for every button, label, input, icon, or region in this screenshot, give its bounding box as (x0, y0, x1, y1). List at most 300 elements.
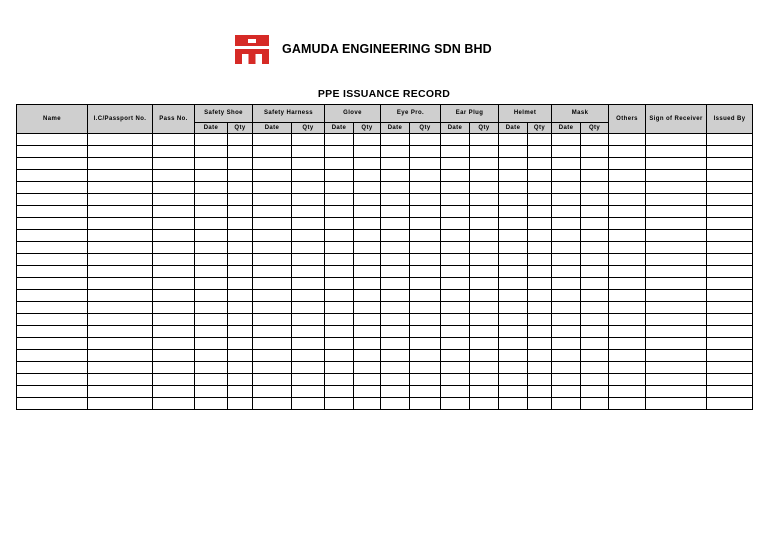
blank-cell[interactable] (292, 302, 325, 314)
blank-cell[interactable] (499, 170, 528, 182)
blank-cell[interactable] (499, 302, 528, 314)
blank-cell[interactable] (381, 206, 410, 218)
blank-cell[interactable] (707, 398, 753, 410)
blank-cell[interactable] (646, 254, 707, 266)
blank-cell[interactable] (228, 278, 253, 290)
blank-cell[interactable] (581, 158, 609, 170)
blank-cell[interactable] (88, 194, 153, 206)
blank-cell[interactable] (228, 158, 253, 170)
blank-cell[interactable] (325, 254, 354, 266)
blank-cell[interactable] (410, 158, 441, 170)
blank-cell[interactable] (228, 218, 253, 230)
blank-cell[interactable] (228, 194, 253, 206)
blank-cell[interactable] (470, 386, 499, 398)
blank-cell[interactable] (228, 266, 253, 278)
blank-cell[interactable] (441, 170, 470, 182)
blank-cell[interactable] (552, 158, 581, 170)
blank-cell[interactable] (441, 338, 470, 350)
blank-cell[interactable] (195, 134, 228, 146)
blank-cell[interactable] (499, 206, 528, 218)
blank-cell[interactable] (354, 134, 381, 146)
blank-cell[interactable] (441, 290, 470, 302)
blank-cell[interactable] (707, 290, 753, 302)
blank-cell[interactable] (470, 314, 499, 326)
blank-cell[interactable] (153, 278, 195, 290)
blank-cell[interactable] (707, 326, 753, 338)
blank-cell[interactable] (354, 290, 381, 302)
blank-cell[interactable] (228, 290, 253, 302)
blank-cell[interactable] (581, 134, 609, 146)
blank-cell[interactable] (441, 242, 470, 254)
blank-cell[interactable] (292, 374, 325, 386)
blank-cell[interactable] (88, 362, 153, 374)
blank-cell[interactable] (195, 146, 228, 158)
blank-cell[interactable] (609, 194, 646, 206)
blank-cell[interactable] (499, 182, 528, 194)
blank-cell[interactable] (470, 146, 499, 158)
blank-cell[interactable] (325, 326, 354, 338)
blank-cell[interactable] (88, 302, 153, 314)
blank-cell[interactable] (253, 206, 292, 218)
blank-cell[interactable] (552, 182, 581, 194)
blank-cell[interactable] (581, 386, 609, 398)
blank-cell[interactable] (441, 386, 470, 398)
blank-cell[interactable] (707, 146, 753, 158)
blank-cell[interactable] (381, 170, 410, 182)
blank-cell[interactable] (381, 290, 410, 302)
blank-cell[interactable] (325, 158, 354, 170)
blank-cell[interactable] (528, 206, 552, 218)
blank-cell[interactable] (646, 134, 707, 146)
blank-cell[interactable] (646, 218, 707, 230)
blank-cell[interactable] (17, 266, 88, 278)
blank-cell[interactable] (292, 134, 325, 146)
blank-cell[interactable] (153, 158, 195, 170)
blank-cell[interactable] (528, 314, 552, 326)
blank-cell[interactable] (581, 302, 609, 314)
blank-cell[interactable] (354, 302, 381, 314)
blank-cell[interactable] (410, 302, 441, 314)
blank-cell[interactable] (470, 338, 499, 350)
blank-cell[interactable] (581, 146, 609, 158)
blank-cell[interactable] (441, 374, 470, 386)
blank-cell[interactable] (88, 254, 153, 266)
blank-cell[interactable] (581, 338, 609, 350)
blank-cell[interactable] (528, 374, 552, 386)
blank-cell[interactable] (228, 398, 253, 410)
blank-cell[interactable] (441, 194, 470, 206)
blank-cell[interactable] (253, 194, 292, 206)
blank-cell[interactable] (88, 218, 153, 230)
blank-cell[interactable] (707, 338, 753, 350)
blank-cell[interactable] (292, 230, 325, 242)
blank-cell[interactable] (410, 218, 441, 230)
blank-cell[interactable] (292, 278, 325, 290)
blank-cell[interactable] (441, 206, 470, 218)
blank-cell[interactable] (410, 182, 441, 194)
blank-cell[interactable] (646, 398, 707, 410)
blank-cell[interactable] (470, 194, 499, 206)
blank-cell[interactable] (552, 266, 581, 278)
blank-cell[interactable] (153, 374, 195, 386)
blank-cell[interactable] (581, 254, 609, 266)
blank-cell[interactable] (195, 206, 228, 218)
blank-cell[interactable] (253, 242, 292, 254)
blank-cell[interactable] (17, 350, 88, 362)
blank-cell[interactable] (325, 386, 354, 398)
blank-cell[interactable] (470, 398, 499, 410)
blank-cell[interactable] (707, 362, 753, 374)
blank-cell[interactable] (88, 350, 153, 362)
blank-cell[interactable] (354, 266, 381, 278)
blank-cell[interactable] (646, 266, 707, 278)
blank-cell[interactable] (17, 254, 88, 266)
blank-cell[interactable] (707, 254, 753, 266)
blank-cell[interactable] (381, 194, 410, 206)
blank-cell[interactable] (528, 254, 552, 266)
blank-cell[interactable] (609, 146, 646, 158)
blank-cell[interactable] (88, 170, 153, 182)
blank-cell[interactable] (88, 278, 153, 290)
blank-cell[interactable] (707, 182, 753, 194)
blank-cell[interactable] (17, 158, 88, 170)
blank-cell[interactable] (441, 314, 470, 326)
blank-cell[interactable] (581, 374, 609, 386)
blank-cell[interactable] (707, 302, 753, 314)
blank-cell[interactable] (646, 170, 707, 182)
blank-cell[interactable] (292, 350, 325, 362)
blank-cell[interactable] (707, 218, 753, 230)
blank-cell[interactable] (528, 386, 552, 398)
blank-cell[interactable] (88, 146, 153, 158)
blank-cell[interactable] (17, 170, 88, 182)
blank-cell[interactable] (552, 374, 581, 386)
blank-cell[interactable] (581, 194, 609, 206)
blank-cell[interactable] (354, 206, 381, 218)
blank-cell[interactable] (470, 278, 499, 290)
blank-cell[interactable] (354, 146, 381, 158)
blank-cell[interactable] (470, 242, 499, 254)
blank-cell[interactable] (17, 182, 88, 194)
blank-cell[interactable] (609, 254, 646, 266)
blank-cell[interactable] (499, 146, 528, 158)
blank-cell[interactable] (17, 206, 88, 218)
blank-cell[interactable] (581, 278, 609, 290)
blank-cell[interactable] (17, 386, 88, 398)
blank-cell[interactable] (88, 326, 153, 338)
blank-cell[interactable] (528, 194, 552, 206)
blank-cell[interactable] (88, 242, 153, 254)
blank-cell[interactable] (88, 134, 153, 146)
blank-cell[interactable] (609, 314, 646, 326)
blank-cell[interactable] (195, 194, 228, 206)
blank-cell[interactable] (228, 374, 253, 386)
blank-cell[interactable] (410, 350, 441, 362)
blank-cell[interactable] (325, 302, 354, 314)
blank-cell[interactable] (470, 134, 499, 146)
blank-cell[interactable] (552, 218, 581, 230)
blank-cell[interactable] (381, 242, 410, 254)
blank-cell[interactable] (228, 302, 253, 314)
blank-cell[interactable] (325, 362, 354, 374)
blank-cell[interactable] (707, 158, 753, 170)
blank-cell[interactable] (381, 314, 410, 326)
blank-cell[interactable] (470, 158, 499, 170)
blank-cell[interactable] (609, 362, 646, 374)
blank-cell[interactable] (646, 314, 707, 326)
blank-cell[interactable] (381, 146, 410, 158)
blank-cell[interactable] (528, 266, 552, 278)
blank-cell[interactable] (528, 230, 552, 242)
blank-cell[interactable] (609, 350, 646, 362)
blank-cell[interactable] (325, 218, 354, 230)
blank-cell[interactable] (325, 314, 354, 326)
blank-cell[interactable] (354, 338, 381, 350)
blank-cell[interactable] (228, 230, 253, 242)
blank-cell[interactable] (528, 170, 552, 182)
blank-cell[interactable] (381, 218, 410, 230)
blank-cell[interactable] (528, 146, 552, 158)
blank-cell[interactable] (552, 350, 581, 362)
blank-cell[interactable] (195, 374, 228, 386)
blank-cell[interactable] (646, 362, 707, 374)
blank-cell[interactable] (381, 362, 410, 374)
blank-cell[interactable] (292, 290, 325, 302)
blank-cell[interactable] (325, 290, 354, 302)
blank-cell[interactable] (707, 278, 753, 290)
blank-cell[interactable] (441, 398, 470, 410)
blank-cell[interactable] (381, 338, 410, 350)
blank-cell[interactable] (381, 350, 410, 362)
blank-cell[interactable] (354, 350, 381, 362)
blank-cell[interactable] (528, 326, 552, 338)
blank-cell[interactable] (325, 206, 354, 218)
blank-cell[interactable] (17, 242, 88, 254)
blank-cell[interactable] (410, 398, 441, 410)
blank-cell[interactable] (17, 146, 88, 158)
blank-cell[interactable] (441, 326, 470, 338)
blank-cell[interactable] (381, 134, 410, 146)
blank-cell[interactable] (499, 398, 528, 410)
blank-cell[interactable] (292, 206, 325, 218)
blank-cell[interactable] (470, 182, 499, 194)
blank-cell[interactable] (253, 386, 292, 398)
blank-cell[interactable] (153, 170, 195, 182)
blank-cell[interactable] (707, 230, 753, 242)
blank-cell[interactable] (354, 182, 381, 194)
blank-cell[interactable] (552, 326, 581, 338)
blank-cell[interactable] (646, 146, 707, 158)
blank-cell[interactable] (410, 314, 441, 326)
blank-cell[interactable] (646, 230, 707, 242)
blank-cell[interactable] (581, 362, 609, 374)
blank-cell[interactable] (354, 326, 381, 338)
blank-cell[interactable] (381, 386, 410, 398)
blank-cell[interactable] (528, 182, 552, 194)
blank-cell[interactable] (292, 338, 325, 350)
blank-cell[interactable] (381, 254, 410, 266)
blank-cell[interactable] (707, 386, 753, 398)
blank-cell[interactable] (410, 242, 441, 254)
blank-cell[interactable] (552, 170, 581, 182)
blank-cell[interactable] (354, 218, 381, 230)
blank-cell[interactable] (581, 350, 609, 362)
blank-cell[interactable] (292, 326, 325, 338)
blank-cell[interactable] (552, 206, 581, 218)
blank-cell[interactable] (354, 158, 381, 170)
blank-cell[interactable] (552, 194, 581, 206)
blank-cell[interactable] (195, 314, 228, 326)
blank-cell[interactable] (195, 230, 228, 242)
blank-cell[interactable] (581, 326, 609, 338)
blank-cell[interactable] (410, 266, 441, 278)
blank-cell[interactable] (646, 158, 707, 170)
blank-cell[interactable] (441, 278, 470, 290)
blank-cell[interactable] (88, 206, 153, 218)
blank-cell[interactable] (581, 314, 609, 326)
blank-cell[interactable] (528, 290, 552, 302)
blank-cell[interactable] (528, 362, 552, 374)
blank-cell[interactable] (470, 206, 499, 218)
blank-cell[interactable] (253, 362, 292, 374)
blank-cell[interactable] (470, 266, 499, 278)
blank-cell[interactable] (195, 302, 228, 314)
blank-cell[interactable] (552, 362, 581, 374)
blank-cell[interactable] (707, 374, 753, 386)
blank-cell[interactable] (228, 146, 253, 158)
blank-cell[interactable] (499, 230, 528, 242)
blank-cell[interactable] (552, 338, 581, 350)
blank-cell[interactable] (609, 290, 646, 302)
blank-cell[interactable] (646, 182, 707, 194)
blank-cell[interactable] (228, 338, 253, 350)
blank-cell[interactable] (228, 170, 253, 182)
blank-cell[interactable] (17, 218, 88, 230)
blank-cell[interactable] (153, 230, 195, 242)
blank-cell[interactable] (153, 290, 195, 302)
blank-cell[interactable] (581, 242, 609, 254)
blank-cell[interactable] (153, 350, 195, 362)
blank-cell[interactable] (646, 302, 707, 314)
blank-cell[interactable] (153, 302, 195, 314)
blank-cell[interactable] (153, 386, 195, 398)
blank-cell[interactable] (499, 326, 528, 338)
blank-cell[interactable] (253, 302, 292, 314)
blank-cell[interactable] (470, 290, 499, 302)
blank-cell[interactable] (17, 134, 88, 146)
blank-cell[interactable] (441, 182, 470, 194)
blank-cell[interactable] (499, 314, 528, 326)
blank-cell[interactable] (410, 230, 441, 242)
blank-cell[interactable] (646, 290, 707, 302)
blank-cell[interactable] (354, 254, 381, 266)
blank-cell[interactable] (325, 278, 354, 290)
blank-cell[interactable] (325, 146, 354, 158)
blank-cell[interactable] (325, 182, 354, 194)
blank-cell[interactable] (410, 146, 441, 158)
blank-cell[interactable] (528, 398, 552, 410)
blank-cell[interactable] (354, 194, 381, 206)
blank-cell[interactable] (17, 230, 88, 242)
blank-cell[interactable] (88, 386, 153, 398)
blank-cell[interactable] (195, 170, 228, 182)
blank-cell[interactable] (253, 278, 292, 290)
blank-cell[interactable] (499, 134, 528, 146)
blank-cell[interactable] (707, 314, 753, 326)
blank-cell[interactable] (292, 158, 325, 170)
blank-cell[interactable] (581, 182, 609, 194)
blank-cell[interactable] (17, 314, 88, 326)
blank-cell[interactable] (609, 134, 646, 146)
blank-cell[interactable] (195, 158, 228, 170)
blank-cell[interactable] (253, 254, 292, 266)
blank-cell[interactable] (325, 242, 354, 254)
blank-cell[interactable] (325, 266, 354, 278)
blank-cell[interactable] (292, 242, 325, 254)
blank-cell[interactable] (707, 206, 753, 218)
blank-cell[interactable] (410, 206, 441, 218)
blank-cell[interactable] (17, 362, 88, 374)
blank-cell[interactable] (528, 278, 552, 290)
blank-cell[interactable] (253, 182, 292, 194)
blank-cell[interactable] (88, 158, 153, 170)
blank-cell[interactable] (292, 146, 325, 158)
blank-cell[interactable] (609, 398, 646, 410)
blank-cell[interactable] (153, 266, 195, 278)
blank-cell[interactable] (499, 374, 528, 386)
blank-cell[interactable] (88, 266, 153, 278)
blank-cell[interactable] (552, 314, 581, 326)
blank-cell[interactable] (609, 266, 646, 278)
blank-cell[interactable] (470, 254, 499, 266)
blank-cell[interactable] (441, 254, 470, 266)
blank-cell[interactable] (17, 374, 88, 386)
blank-cell[interactable] (528, 134, 552, 146)
blank-cell[interactable] (499, 158, 528, 170)
blank-cell[interactable] (228, 134, 253, 146)
blank-cell[interactable] (646, 194, 707, 206)
blank-cell[interactable] (253, 326, 292, 338)
blank-cell[interactable] (325, 134, 354, 146)
blank-cell[interactable] (410, 278, 441, 290)
blank-cell[interactable] (381, 230, 410, 242)
blank-cell[interactable] (470, 362, 499, 374)
blank-cell[interactable] (470, 374, 499, 386)
blank-cell[interactable] (253, 134, 292, 146)
blank-cell[interactable] (292, 362, 325, 374)
blank-cell[interactable] (646, 206, 707, 218)
blank-cell[interactable] (253, 350, 292, 362)
blank-cell[interactable] (88, 230, 153, 242)
blank-cell[interactable] (381, 158, 410, 170)
blank-cell[interactable] (609, 338, 646, 350)
blank-cell[interactable] (499, 254, 528, 266)
blank-cell[interactable] (381, 266, 410, 278)
blank-cell[interactable] (292, 386, 325, 398)
blank-cell[interactable] (552, 254, 581, 266)
blank-cell[interactable] (253, 374, 292, 386)
blank-cell[interactable] (228, 386, 253, 398)
blank-cell[interactable] (292, 254, 325, 266)
blank-cell[interactable] (195, 350, 228, 362)
blank-cell[interactable] (410, 386, 441, 398)
blank-cell[interactable] (499, 242, 528, 254)
blank-cell[interactable] (470, 170, 499, 182)
blank-cell[interactable] (707, 134, 753, 146)
blank-cell[interactable] (441, 158, 470, 170)
blank-cell[interactable] (441, 146, 470, 158)
blank-cell[interactable] (609, 230, 646, 242)
